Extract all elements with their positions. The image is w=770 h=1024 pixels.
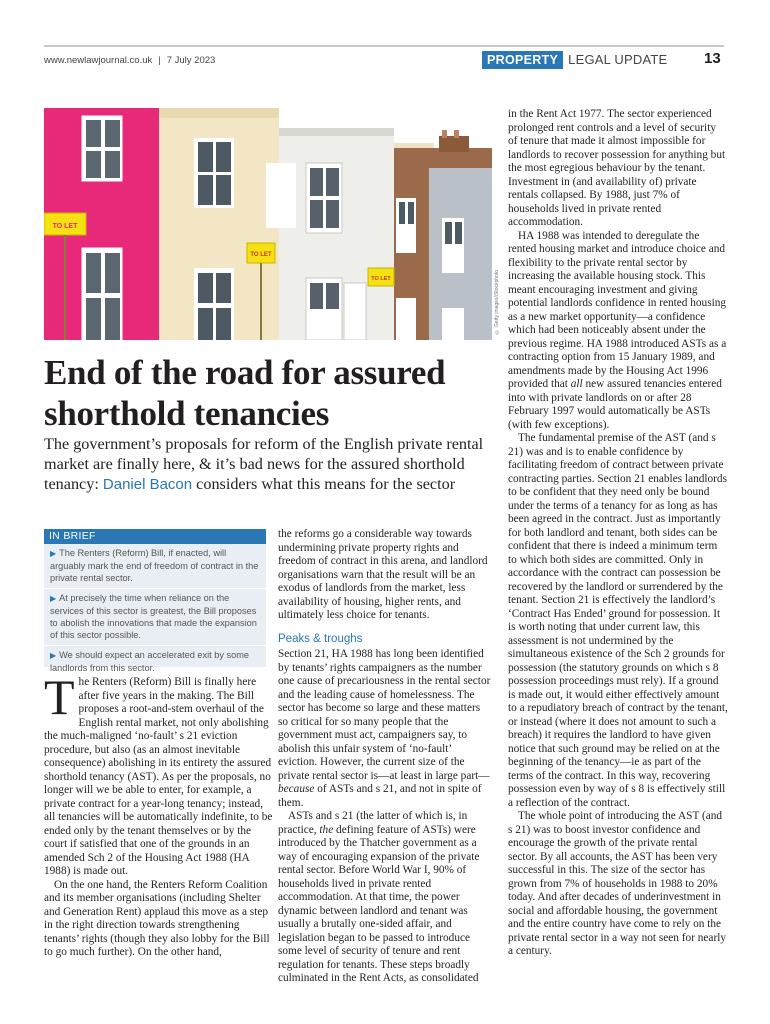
sign-text: TO LET	[52, 223, 78, 230]
paragraph-text: he Renters (Reform) Bill is finally here after five years in the making. The Bill proposes a root-and-stem overhaul of the English rental market, not only abolishing the much-maligned ‘no-fault’ s 21 eviction procedure, but also (as an almost inevitable consequence) abolishing in its entirety the assured shorthold tenancy (AST). As per the proposals, no longer will we be able to enter, for example, a private contract for a year-long tenancy; instead, all tenancies will be automatically indefinite, to be ended only by the tenant themselves or by the court if satisfied that one of the grounds in an amended Sch 2 of the Housing Act 1988 (HA 1988) is made out.	[44, 676, 273, 877]
standfirst-text: considers what this means for the sector	[192, 475, 456, 493]
paragraph-text: defining feature of ASTs) were introduced by the Thatcher government as a way of encouraging expansion of the private rental sector. Before World War I, 90% of households lived in private rented accommodation. At that time, the power dynamic between landlord and tenant was usually a brutally one-sided affair, and legislation began to be passed to introduce some level of security of tenure and rent regulation for tenants. These steps broadly culminated in the Rent Acts, as consolidated	[278, 823, 480, 984]
paragraph-text: Section 21, HA 1988 has long been identified by tenants’ rights campaigners as the number one cause of precariousness in the rental sector and the leading cause of homelessness. The sector has become so large and these matters so critical for so many people that the government must act, campaigners say, to abolish this unfair system of ‘no-fault’ eviction. However, the current size of the private rental sector is—at least in large part—	[278, 648, 491, 782]
body-paragraph: On the one hand, the Renters Reform Coalition and its member organisations (including Shelter and Generation Rent) applaud this move as a step in the right direction towards strengthening tenants’ rights (though they also lobby for the Bill to go much further). On the other hand,	[44, 878, 270, 958]
paragraph-text: ASTs and s 21 (the latter of which is, in practice,	[278, 810, 468, 836]
triangle-bullet-icon: ▶	[50, 549, 57, 558]
article-column-1	[44, 669, 274, 960]
in-brief-text: The Renters (Reform) Bill, if enacted, will arguably mark the end of freedom of contract in the private rental sector.	[50, 548, 259, 583]
drop-cap: T	[44, 669, 75, 725]
page-number: 13	[704, 50, 721, 67]
header-separator: |	[158, 55, 161, 66]
issue-date: 7 July 2023	[166, 55, 216, 66]
in-brief-text: We should expect an accelerated exit by some landlords from this sector.	[50, 650, 249, 673]
triangle-bullet-icon: ▶	[50, 594, 57, 603]
subsection-label: LEGAL UPDATE	[568, 52, 668, 67]
headline-line: End of the road for assured	[44, 353, 446, 392]
emphasis-text: because	[278, 783, 315, 795]
emphasis-text: the	[319, 823, 334, 836]
paragraph-text: new assured tenancies entered into with private landlords on or after 28 February 1997 would automatically be ASTs (with few exceptions).	[508, 378, 722, 431]
body-paragraph: the reforms go a considerable way towards undermining private property rights and freedom of contract in this arena, and landlord organisations warn that the result will be an exodus of landlords from the market, less availability of housing, higher rents, and ultimately less choice for tenants.	[278, 528, 488, 621]
to-let-sign	[44, 213, 86, 235]
article-headline	[44, 352, 494, 434]
article-column-3	[508, 108, 728, 959]
sign-text: TO LET	[371, 276, 391, 282]
body-paragraph	[278, 648, 492, 810]
headline-line: shorthold tenancies	[44, 394, 330, 433]
body-paragraph	[278, 810, 492, 986]
standfirst	[44, 434, 494, 495]
website-url[interactable]: www.newlawjournal.co.uk	[44, 55, 153, 66]
in-brief-item	[44, 649, 266, 678]
to-let-sign	[368, 268, 394, 286]
running-header	[44, 55, 215, 66]
paragraph-text: of ASTs and s 21, and not in spite of them.	[278, 783, 482, 809]
in-brief-item	[44, 592, 266, 646]
paragraph-text: HA 1988 was intended to deregulate the rented housing market and introduce choice and flexibility to the private rental sector by increasing the available housing stock. This meant encouraging investment and giving potential landlords confidence in rented housing as a new market opportunity—a confidence which had been noticeably absent under the previous regime. HA 1988 introduced ASTs as a contracting option from 15 January 1989, and amendments made by the Housing Act 1996 provided that	[508, 229, 727, 390]
in-brief-heading: IN BRIEF	[44, 529, 266, 544]
to-let-sign	[247, 243, 275, 263]
in-brief-item	[44, 547, 266, 589]
in-brief-box	[44, 529, 266, 673]
photo-credit: © Getty images/iStockphoto	[494, 270, 500, 335]
in-brief-text: At precisely the time when reliance on the services of this sector is greatest, the Bill proposes to abolish the innovations that made the expansion of this sector possible.	[50, 593, 257, 640]
body-paragraph	[44, 669, 274, 879]
subheading: Peaks & troughs	[278, 632, 363, 645]
houses-illustration	[44, 108, 492, 340]
section-label: PROPERTY	[482, 51, 563, 69]
body-paragraph	[508, 230, 728, 433]
houses-photo	[44, 108, 492, 340]
body-paragraph: The fundamental premise of the AST (and s 21) was and is to enable confidence by facilitating freedom of contract between private contracting parties. Section 21 enables landlords to be confident that they need only be bound under the terms of a tenancy for as long as has been agreed in the contract. Just as importantly for both landlord and tenant, both sides can be confident that there is indeed a minimum term to which both sides are committed. Only in accordance with the contract can possession be recovered by the landlord or surrendered by the tenant. Section 21 is effectively the landlord’s ‘Contract Has Ended’ ground for possession. It is worth noting that under current law, this assessment is not undermined by the simultaneous existence of the Sch 2 grounds for possession (the statutory grounds on which s 8 possession proceedings must rely). If a ground is made out, it would either effectively amount to a repudiatory breach of contract by the tenant, or instead (where it does not amount to such a breach) it requires the landlord to have given notice that such ground may be relied on at the beginning of the tenancy—ie as part of the terms of the contract. In this way, recovering possession even by way of s 8 is effectively still a reflection of the contract.	[508, 432, 728, 809]
header-rule	[44, 45, 724, 47]
emphasis-text: all	[570, 378, 583, 390]
standfirst-text: The government’s proposals for reform of the English private rental market are finally here, & it’s bad news for the assured shorthold tenancy:	[44, 435, 484, 493]
section-tag	[482, 50, 667, 69]
sign-text: TO LET	[250, 252, 272, 258]
body-paragraph: in the Rent Act 1977. The sector experienced prolonged rent controls and a level of security of tenure that made it almost impossible for landlords to recover possession for anything but the most egregious behaviour by the tenant. Investment in (and availability of) private rentals collapsed. By 1988, just 7% of households lived in private rented accommodation.	[508, 108, 726, 228]
triangle-bullet-icon: ▶	[50, 651, 57, 660]
article-column-2	[278, 528, 492, 986]
author-name[interactable]: Daniel Bacon	[102, 476, 193, 493]
body-paragraph: The whole point of introducing the AST (and s 21) was to boost investor confidence and encourage the growth of the private rental sector. By all accounts, the AST has been very successful in this. The size of the sector has grown from 7% of households in 1988 to 20% today. And after decades of underinvestment in social and affordable housing, the government and the entire country have come to rely on the private rental sector in a way not seen for nearly a century.	[508, 810, 727, 957]
